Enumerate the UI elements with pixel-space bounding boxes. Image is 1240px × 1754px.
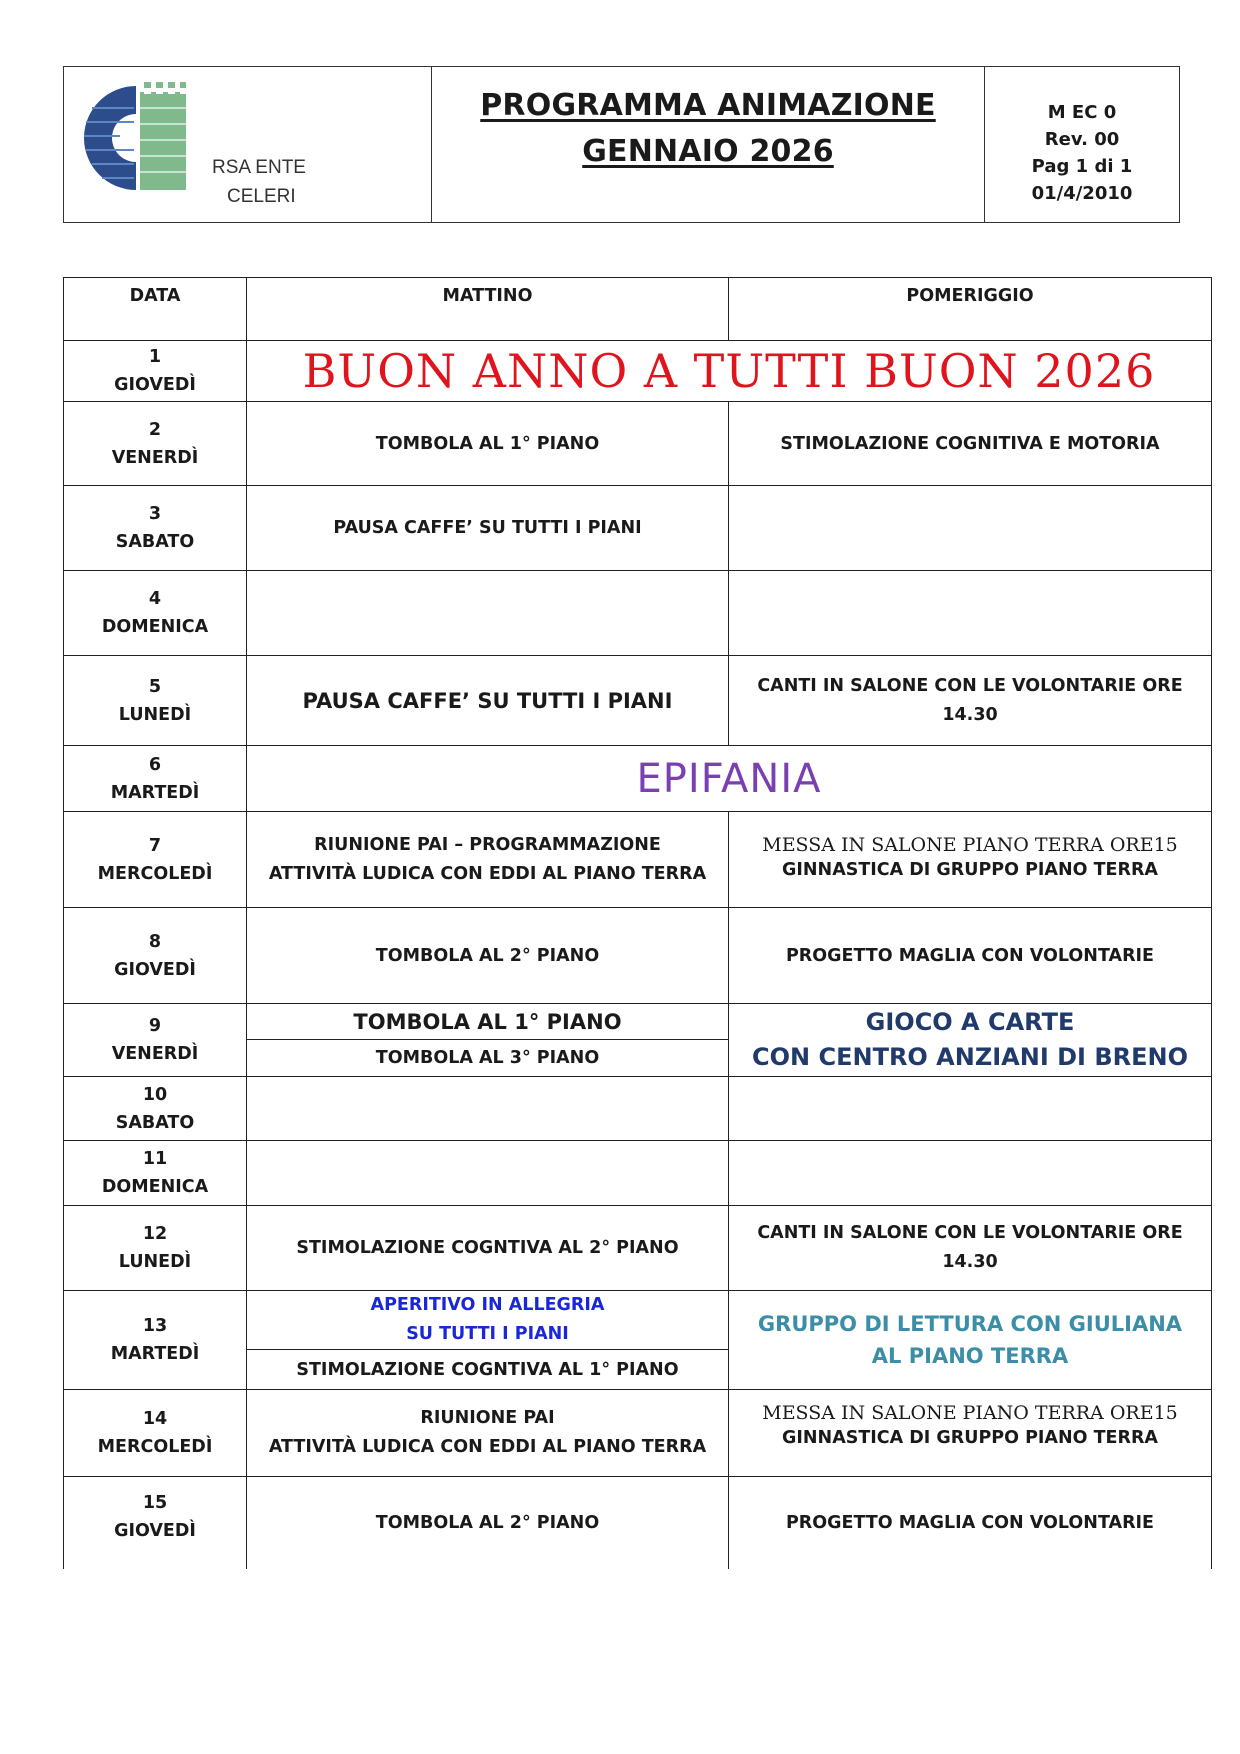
afternoon-activity	[729, 1004, 1212, 1077]
day-name: SABATO	[115, 1112, 195, 1133]
day-name: LUNEDÌ	[118, 1252, 192, 1272]
afternoon-activity	[729, 1206, 1212, 1291]
morning-activity-top: TOMBOLA AL 1° PIANO	[353, 1009, 622, 1034]
morning-activity-split	[247, 1291, 729, 1390]
afternoon-activity: PROGETTO MAGLIA CON VOLONTARIE	[729, 1477, 1212, 1569]
table-row	[64, 908, 1212, 1004]
afternoon-line-1: GRUPPO DI LETTURA CON GIULIANA	[757, 1312, 1183, 1336]
date-cell	[64, 1206, 247, 1291]
afternoon-line-1: CANTI IN SALONE CON LE VOLONTARIE ORE	[757, 1223, 1183, 1243]
morning-activity-split	[247, 1004, 729, 1077]
table-row	[64, 1291, 1212, 1390]
morning-activity	[247, 571, 729, 656]
afternoon-activity	[729, 656, 1212, 746]
day-number: 15	[142, 1493, 168, 1513]
column-header-date: DATA	[64, 278, 247, 341]
schedule-table	[63, 277, 1212, 1569]
day-name: GIOVEDÌ	[114, 959, 196, 980]
table-row	[64, 571, 1212, 656]
doc-revision: Rev. 00	[1044, 129, 1120, 150]
morning-activity: TOMBOLA AL 2° PIANO	[247, 1477, 729, 1569]
date-cell	[64, 656, 247, 746]
day-number: 3	[148, 504, 162, 524]
organization-name	[212, 153, 306, 211]
date-cell	[64, 571, 247, 656]
doc-date: 01/4/2010	[1031, 183, 1133, 204]
epiphany-banner: EPIFANIA	[636, 755, 822, 802]
day-name: MERCOLEDÌ	[97, 863, 213, 884]
day-number: 12	[142, 1224, 168, 1244]
morning-activity: PAUSA CAFFE’ SU TUTTI I PIANI	[247, 486, 729, 571]
day-number: 11	[142, 1149, 168, 1169]
day-name: DOMENICA	[101, 617, 209, 637]
morning-activity	[247, 1141, 729, 1206]
day-number: 1	[148, 347, 162, 367]
table-row	[64, 1390, 1212, 1477]
afternoon-activity: STIMOLAZIONE COGNITIVA E MOTORIA	[729, 402, 1212, 486]
day-name: DOMENICA	[101, 1177, 209, 1197]
date-cell	[64, 1291, 247, 1390]
morning-line-1: RIUNIONE PAI – PROGRAMMAZIONE	[314, 834, 661, 855]
document-subtitle-month: GENNAIO 2026	[582, 134, 834, 169]
day-number: 10	[142, 1084, 168, 1105]
date-cell	[64, 341, 247, 402]
afternoon-line-1: CANTI IN SALONE CON LE VOLONTARIE ORE	[757, 675, 1183, 696]
morning-top-line-1: APERITIVO IN ALLEGRIA	[370, 1295, 605, 1315]
afternoon-activity	[729, 1141, 1212, 1206]
day-number: 2	[148, 419, 162, 440]
date-cell	[64, 1141, 247, 1206]
day-number: 14	[142, 1409, 168, 1429]
morning-line-2: ATTIVITÀ LUDICA CON EDDI AL PIANO TERRA	[268, 863, 707, 884]
morning-line-1: RIUNIONE PAI	[420, 1408, 555, 1428]
table-row	[64, 812, 1212, 908]
morning-top-line-2: SU TUTTI I PIANI	[406, 1324, 569, 1344]
table-row	[64, 1477, 1212, 1569]
org-line-1: RSA ENTE	[212, 157, 306, 178]
date-cell	[64, 486, 247, 571]
afternoon-activity	[729, 1291, 1212, 1390]
doc-page: Pag 1 di 1	[1031, 156, 1133, 177]
date-cell	[64, 908, 247, 1004]
table-row	[64, 341, 1212, 402]
afternoon-line-2: AL PIANO TERRA	[871, 1344, 1069, 1368]
morning-activity	[247, 1077, 729, 1141]
day-name: VENERDÌ	[111, 1044, 199, 1064]
afternoon-line-1: GIOCO A CARTE	[865, 1008, 1075, 1036]
document-title: PROGRAMMA ANIMAZIONE	[480, 88, 936, 123]
day-name: LUNEDÌ	[118, 704, 192, 725]
day-name: MARTEDÌ	[110, 782, 200, 803]
header-title-cell	[432, 67, 985, 222]
doc-code: M EC 0	[1047, 102, 1117, 123]
morning-line-2: ATTIVITÀ LUDICA CON EDDI AL PIANO TERRA	[268, 1437, 707, 1457]
table-row	[64, 1077, 1212, 1141]
afternoon-line-1: MESSA IN SALONE PIANO TERRA ORE15	[762, 1402, 1178, 1424]
afternoon-line-2: GINNASTICA DI GRUPPO PIANO TERRA	[782, 860, 1158, 880]
morning-activity	[247, 1390, 729, 1477]
column-header-afternoon: POMERIGGIO	[729, 278, 1212, 341]
table-row	[64, 1004, 1212, 1077]
day-name: GIOVEDÌ	[114, 375, 196, 395]
column-header-morning: MATTINO	[247, 278, 729, 341]
day-number: 8	[148, 931, 162, 952]
afternoon-line-2: GINNASTICA DI GRUPPO PIANO TERRA	[782, 1428, 1158, 1448]
header-meta-cell	[985, 67, 1179, 222]
table-row	[64, 1206, 1212, 1291]
day-name: MERCOLEDÌ	[97, 1437, 213, 1457]
day-name: VENERDÌ	[111, 447, 199, 468]
day-name: GIOVEDÌ	[114, 1521, 196, 1541]
afternoon-activity	[729, 1077, 1212, 1141]
afternoon-line-2: 14.30	[942, 1252, 998, 1272]
afternoon-line-2: CON CENTRO ANZIANI DI BRENO	[752, 1043, 1188, 1071]
afternoon-line-1: MESSA IN SALONE PIANO TERRA ORE15	[762, 834, 1178, 856]
date-cell	[64, 746, 247, 812]
afternoon-activity	[729, 812, 1212, 908]
org-line-2: CELERI	[227, 186, 296, 207]
afternoon-line-2: 14.30	[942, 704, 998, 725]
table-row	[64, 402, 1212, 486]
morning-activity-bottom: STIMOLAZIONE COGNTIVA AL 1° PIANO	[296, 1359, 679, 1380]
holiday-banner-cell	[247, 341, 1212, 402]
morning-activity: TOMBOLA AL 1° PIANO	[247, 402, 729, 486]
day-number: 4	[148, 589, 162, 609]
day-number: 5	[148, 676, 162, 697]
date-cell	[64, 1004, 247, 1077]
morning-activity	[247, 812, 729, 908]
day-number: 13	[142, 1316, 168, 1336]
day-number: 6	[148, 754, 162, 775]
afternoon-activity: PROGETTO MAGLIA CON VOLONTARIE	[729, 908, 1212, 1004]
day-number: 7	[148, 835, 162, 856]
date-cell	[64, 1390, 247, 1477]
date-cell	[64, 402, 247, 486]
table-row	[64, 746, 1212, 812]
date-cell	[64, 1077, 247, 1141]
building-tower-logo-icon	[78, 78, 198, 196]
document-header	[63, 66, 1180, 223]
day-number: 9	[148, 1016, 162, 1036]
afternoon-activity	[729, 1390, 1212, 1477]
new-year-banner: BUON ANNO A TUTTI BUON 2026	[302, 344, 1156, 398]
morning-activity-text: PAUSA CAFFE’ SU TUTTI I PIANI	[302, 688, 673, 713]
day-name: MARTEDÌ	[110, 1344, 200, 1364]
table-row	[64, 486, 1212, 571]
afternoon-activity	[729, 486, 1212, 571]
date-cell	[64, 1477, 247, 1569]
afternoon-activity	[729, 571, 1212, 656]
table-header-row	[64, 278, 1212, 341]
date-cell	[64, 812, 247, 908]
table-row	[64, 656, 1212, 746]
holiday-banner-cell	[247, 746, 1212, 812]
morning-activity: TOMBOLA AL 2° PIANO	[247, 908, 729, 1004]
header-logo-cell	[64, 67, 432, 222]
morning-activity-bottom: TOMBOLA AL 3° PIANO	[375, 1048, 600, 1068]
table-row	[64, 1141, 1212, 1206]
morning-activity: STIMOLAZIONE COGNTIVA AL 2° PIANO	[247, 1206, 729, 1291]
day-name: SABATO	[115, 532, 195, 552]
morning-activity	[247, 656, 729, 746]
